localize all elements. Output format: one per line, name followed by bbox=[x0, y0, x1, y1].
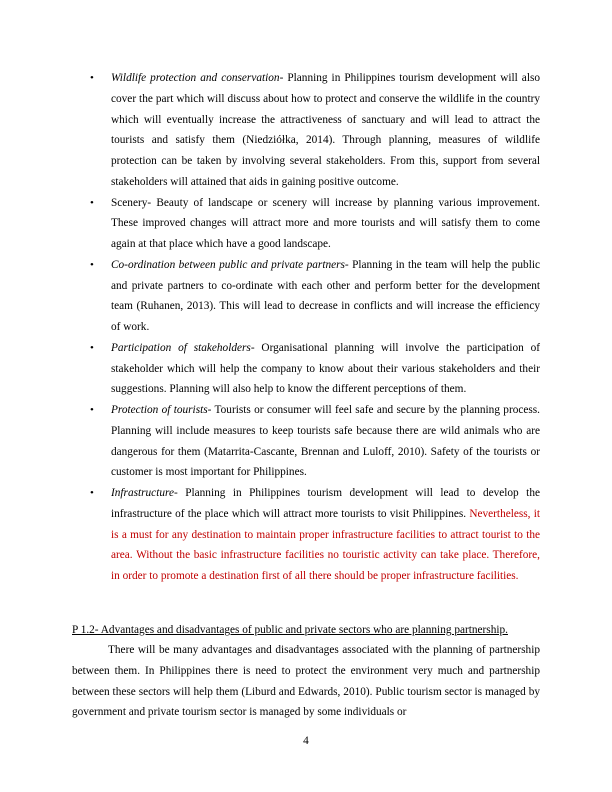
body-paragraph: There will be many advantages and disadvantages associated with the planning of partnership between them. In Philippines there is need to protect the environment very much and partnership between these sectors will help them (Liburd and Edwards, 2010). Public tourism sector is managed by government and private tourism sector is managed by some individuals or bbox=[72, 644, 540, 719]
bullet-text: - Planning in Philippines tourism development will lead to develop the infrastructure of the place which will attract more tourists to visit Philippines. bbox=[111, 487, 540, 520]
bullet-term: Co-ordination between public and private partners bbox=[111, 258, 345, 271]
bullet-term: Participation of stakeholders bbox=[111, 341, 251, 354]
bullet-text: Scenery- Beauty of landscape or scenery will increase by planning various improvement. These improved changes will attract more and more tourists and will satisfy them to come again at that place which have a good landscape. bbox=[111, 196, 540, 250]
bullet-item-tourist-protection bbox=[90, 400, 540, 483]
bullet-item-coordination bbox=[90, 255, 540, 338]
bullet-icon: • bbox=[90, 341, 94, 354]
bullet-term: Wildlife protection and conservation bbox=[111, 72, 280, 84]
bullet-text: - Planning in Philippines tourism development will also cover the part which will discuss about how to protect and conserve the wildlife in the country which will eventually increase the attractiveness of sanctuary and will lead to attract the tourists and satisfy them (Niedziółka, 2014). Through planning, measures of wildlife protection can be taken by involving several stakeholders. From this, support from several stakeholders will attained that aids in gaining positive outcome. bbox=[111, 72, 540, 188]
section-heading: P 1.2- Advantages and disadvantages of public and private sectors who are planning partnership. bbox=[72, 624, 508, 636]
bullet-highlight-text: Nevertheless, it is a must for any destination to maintain proper infrastructure facilities to attract tourist to the area. Without the basic infrastructure facilities no touristic activity can take place. Therefore, in order to promote a destination first of all there should be proper infrastructure facilities. bbox=[111, 507, 540, 582]
bullet-icon: • bbox=[90, 196, 94, 209]
bullet-icon: • bbox=[90, 487, 94, 499]
bullet-icon: • bbox=[90, 258, 94, 271]
bullet-item-wildlife bbox=[90, 68, 540, 193]
bullet-item-infrastructure bbox=[90, 483, 540, 587]
bullet-icon: • bbox=[90, 404, 94, 416]
bullet-text: - Tourists or consumer will feel safe and secure by the planning process. Planning will include measures to keep tourists safe because there are wild animals who are dangerous for them (Matarrita-Cascante, Brennan and Luloff, 2010). Safety of the tourists or customer is most important for Philippines. bbox=[111, 404, 541, 479]
bullet-term: Protection of tourists bbox=[111, 404, 208, 416]
page-number: 4 bbox=[303, 735, 309, 747]
bullet-item-stakeholders bbox=[90, 338, 540, 400]
bullet-text: - Organisational planning will involve the participation of stakeholder which will help the company to know about their various stakeholders and their suggestions. Planning will also help to know the different perceptions of them. bbox=[111, 341, 540, 396]
bullet-item-scenery bbox=[90, 193, 540, 255]
benefits-bullet-list bbox=[90, 68, 540, 587]
bullet-term: Infrastructure bbox=[111, 487, 174, 499]
bullet-icon: • bbox=[90, 72, 94, 84]
bullet-text: - Planning in the team will help the public and private partners to co-ordinate with each other and perform better for the development team (Ruhanen, 2013). This will lead to decrease in conflicts and will increase the efficiency of work. bbox=[111, 258, 540, 333]
